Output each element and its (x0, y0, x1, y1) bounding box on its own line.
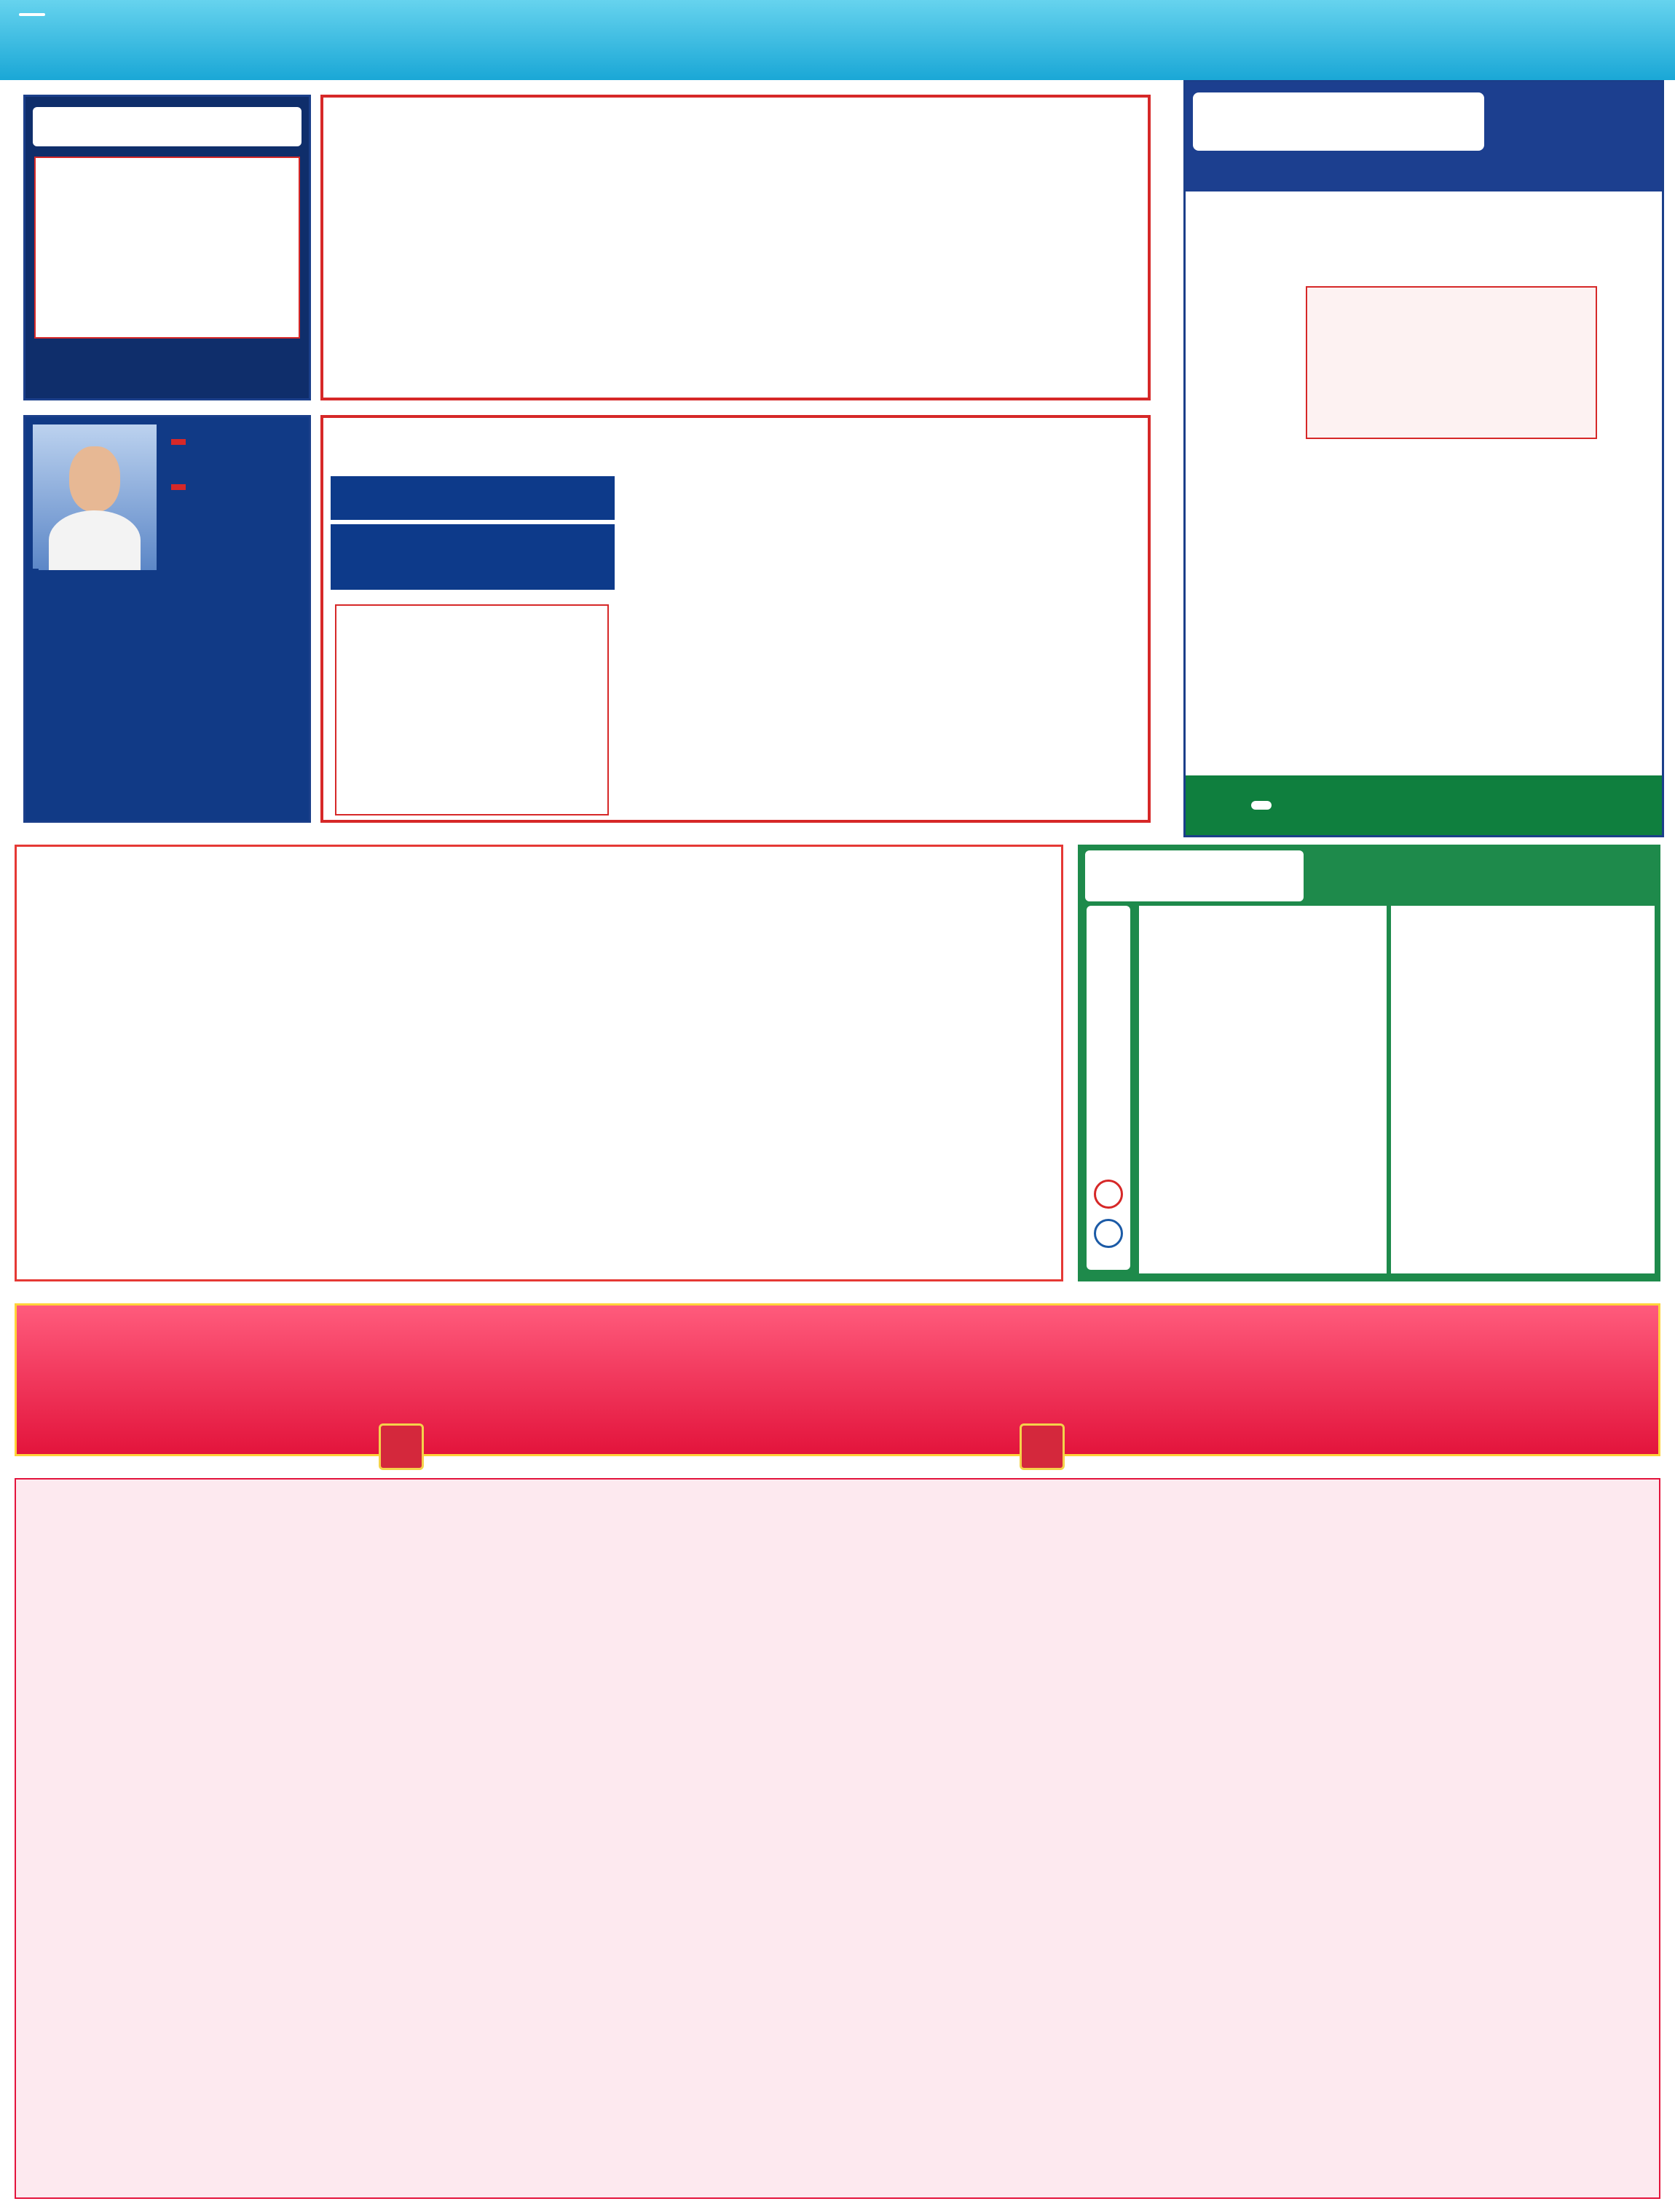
metaphysics-title (1193, 92, 1484, 151)
article-zodiac (320, 415, 1151, 823)
header-date (1610, 29, 1646, 53)
page-header (0, 0, 1675, 80)
lucky-numbers-bar (1186, 775, 1662, 835)
lucky-balls (1251, 801, 1272, 810)
column-broker (23, 415, 311, 823)
zodiac-column-header (331, 476, 615, 520)
results-subtitle-1 (379, 1423, 424, 1470)
zodiac-table-box (335, 604, 609, 815)
special-vertical (1087, 906, 1130, 1270)
results-subtitle-2 (1020, 1423, 1065, 1470)
column-metaphysics (1183, 80, 1664, 837)
page-number (19, 13, 45, 16)
zodiac-intro (331, 524, 615, 590)
trend-plot (17, 847, 1061, 1279)
article-special (1078, 845, 1660, 1281)
photo-caption (33, 569, 39, 572)
results-tables (15, 1478, 1660, 2199)
special-body-col1 (1139, 906, 1387, 1273)
special-body-col2 (1391, 906, 1655, 1273)
trend-chart (15, 845, 1063, 1281)
badge-4 (1094, 1219, 1123, 1248)
zodiac-note (341, 610, 603, 671)
special-title (1085, 850, 1304, 901)
column-dasai (23, 95, 311, 400)
broker-title (171, 439, 186, 445)
hidden-stems-table (1306, 286, 1597, 439)
person-icon (69, 446, 120, 512)
metaphysics-header (1186, 82, 1662, 191)
broker-subtitle (171, 484, 186, 490)
article-toumen (320, 95, 1151, 400)
shirt-icon (49, 510, 141, 570)
results-banner (15, 1303, 1660, 1456)
broker-photo (33, 424, 157, 570)
column-dasai-title (33, 107, 302, 146)
column-dasai-body (34, 157, 300, 339)
badge-1 (1094, 1180, 1123, 1209)
